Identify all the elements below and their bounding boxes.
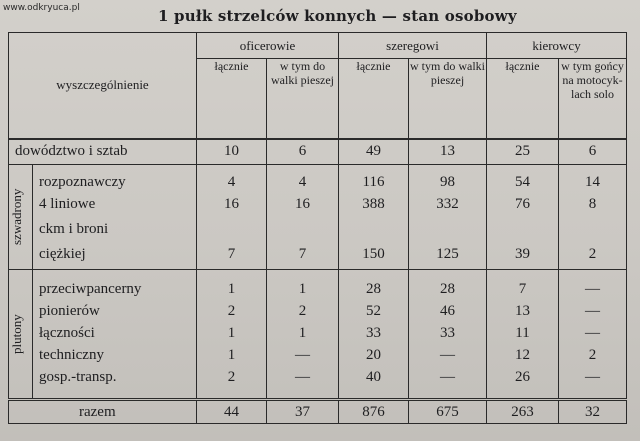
header-sub: w tym do walki pieszej — [409, 59, 487, 139]
table-cell: 13 — [515, 303, 531, 319]
personnel-table — [8, 32, 627, 424]
table-cell-empty — [559, 215, 626, 243]
row-label-hq: dowództwo i sztab — [9, 139, 197, 165]
table-cell: — — [585, 281, 601, 297]
table-cell: 7 — [298, 246, 307, 262]
table-cell: 16 — [295, 196, 310, 212]
table-cell: 116 — [362, 174, 385, 190]
header-group-drivers: kierowcy — [487, 33, 627, 59]
platoon-labels — [33, 270, 197, 400]
table-cell: 10 — [197, 139, 267, 165]
table-cell: 7 — [227, 246, 236, 262]
table-cell: 876 — [339, 400, 409, 424]
table-cell: 675 — [409, 400, 487, 424]
table-cell: 12 — [515, 347, 531, 363]
table-cell: 125 — [436, 246, 459, 262]
table-cell: 332 — [436, 196, 459, 212]
row-label: 4 liniowe — [39, 196, 96, 212]
squadron-col — [197, 165, 267, 270]
table-cell: 14 — [585, 174, 601, 190]
table-cell: 4 — [227, 174, 236, 190]
table-cell-empty — [267, 215, 338, 243]
table-cell-empty — [197, 215, 266, 243]
table-cell: 54 — [515, 174, 531, 190]
table-cell: 7 — [518, 281, 527, 297]
table-cell: — — [585, 325, 601, 341]
table-cell: 13 — [409, 139, 487, 165]
header-sub: łącznie — [197, 59, 267, 139]
page-title: 1 pułk strzelców konnych — stan osobowy — [158, 7, 517, 25]
table-cell: 20 — [366, 347, 381, 363]
table-cell: 2 — [227, 303, 236, 319]
table-cell: 28 — [366, 281, 381, 297]
row-label: przeciwpancerny — [39, 281, 142, 297]
row-label: ckm i broni — [39, 221, 109, 237]
table-cell: — — [585, 303, 601, 319]
table-cell: 2 — [588, 347, 597, 363]
squadron-col — [339, 165, 409, 270]
group-platoons — [9, 270, 33, 400]
table-cell: 388 — [362, 196, 385, 212]
table-cell: 1 — [227, 325, 236, 341]
table-cell: 1 — [298, 325, 307, 341]
table-cell: 52 — [366, 303, 381, 319]
row-label: rozpoznawczy — [39, 174, 126, 190]
platoon-col — [559, 270, 627, 400]
table-cell: 37 — [267, 400, 339, 424]
row-label: gosp.-transp. — [39, 369, 117, 385]
squadron-labels — [33, 165, 197, 270]
table-cell: 16 — [224, 196, 239, 212]
table-cell: 1 — [298, 281, 307, 297]
row-label: techniczny — [39, 347, 104, 363]
table-cell: — — [440, 369, 455, 385]
platoon-col — [487, 270, 559, 400]
table-cell: 8 — [588, 196, 597, 212]
table-cell: 32 — [559, 400, 627, 424]
group-label-platoons: plutony — [9, 314, 24, 354]
header-row-label: wyszczególnienie — [9, 33, 197, 139]
table-cell: 150 — [362, 246, 385, 262]
table-cell: 46 — [440, 303, 455, 319]
table-cell-empty — [339, 215, 408, 243]
table-cell: 76 — [515, 196, 531, 212]
table-cell: 6 — [559, 139, 627, 165]
platoon-col — [267, 270, 339, 400]
table-cell: 39 — [515, 246, 531, 262]
squadron-col — [409, 165, 487, 270]
header-sub: w tym do walki pieszej — [267, 59, 339, 139]
table-cell: 98 — [440, 174, 455, 190]
table-cell-empty — [409, 215, 486, 243]
table-cell: — — [585, 369, 601, 385]
table-cell: 263 — [487, 400, 559, 424]
header-sub: łącznie — [487, 59, 559, 139]
table-cell: 11 — [515, 325, 530, 341]
watermark: www.odkryuca.pl — [3, 3, 80, 13]
table-cell: — — [295, 369, 310, 385]
group-label-squadrons: szwadrony — [9, 188, 24, 246]
table-cell: 33 — [366, 325, 381, 341]
header-sub: w tym gońcy na motocyk-lach solo — [559, 59, 627, 139]
table-cell: 28 — [440, 281, 455, 297]
group-squadrons — [9, 165, 33, 270]
platoon-col — [409, 270, 487, 400]
row-label-total: razem — [9, 400, 197, 424]
header-group-privates: szeregowi — [339, 33, 487, 59]
squadron-col — [267, 165, 339, 270]
table-cell: 26 — [515, 369, 531, 385]
header-sub: łącznie — [339, 59, 409, 139]
table-cell: 33 — [440, 325, 455, 341]
table-cell: 4 — [298, 174, 307, 190]
header-group-officers: oficerowie — [197, 33, 339, 59]
squadron-col — [487, 165, 559, 270]
table-cell: 1 — [227, 347, 236, 363]
table-cell: — — [440, 347, 455, 363]
table-cell: 2 — [227, 369, 236, 385]
row-label: łączności — [39, 325, 95, 341]
row-label: pionierów — [39, 303, 100, 319]
table-cell: 6 — [267, 139, 339, 165]
row-label: ciężkiej — [39, 246, 86, 262]
platoon-col — [197, 270, 267, 400]
table-cell: 40 — [366, 369, 381, 385]
table-cell: 25 — [487, 139, 559, 165]
table-cell-empty — [487, 215, 558, 243]
squadron-col — [559, 165, 627, 270]
table-cell: 1 — [227, 281, 236, 297]
table-cell: 2 — [588, 246, 597, 262]
table-cell: — — [295, 347, 310, 363]
table-cell: 44 — [197, 400, 267, 424]
table-cell: 2 — [298, 303, 307, 319]
platoon-col — [339, 270, 409, 400]
table-cell: 49 — [339, 139, 409, 165]
